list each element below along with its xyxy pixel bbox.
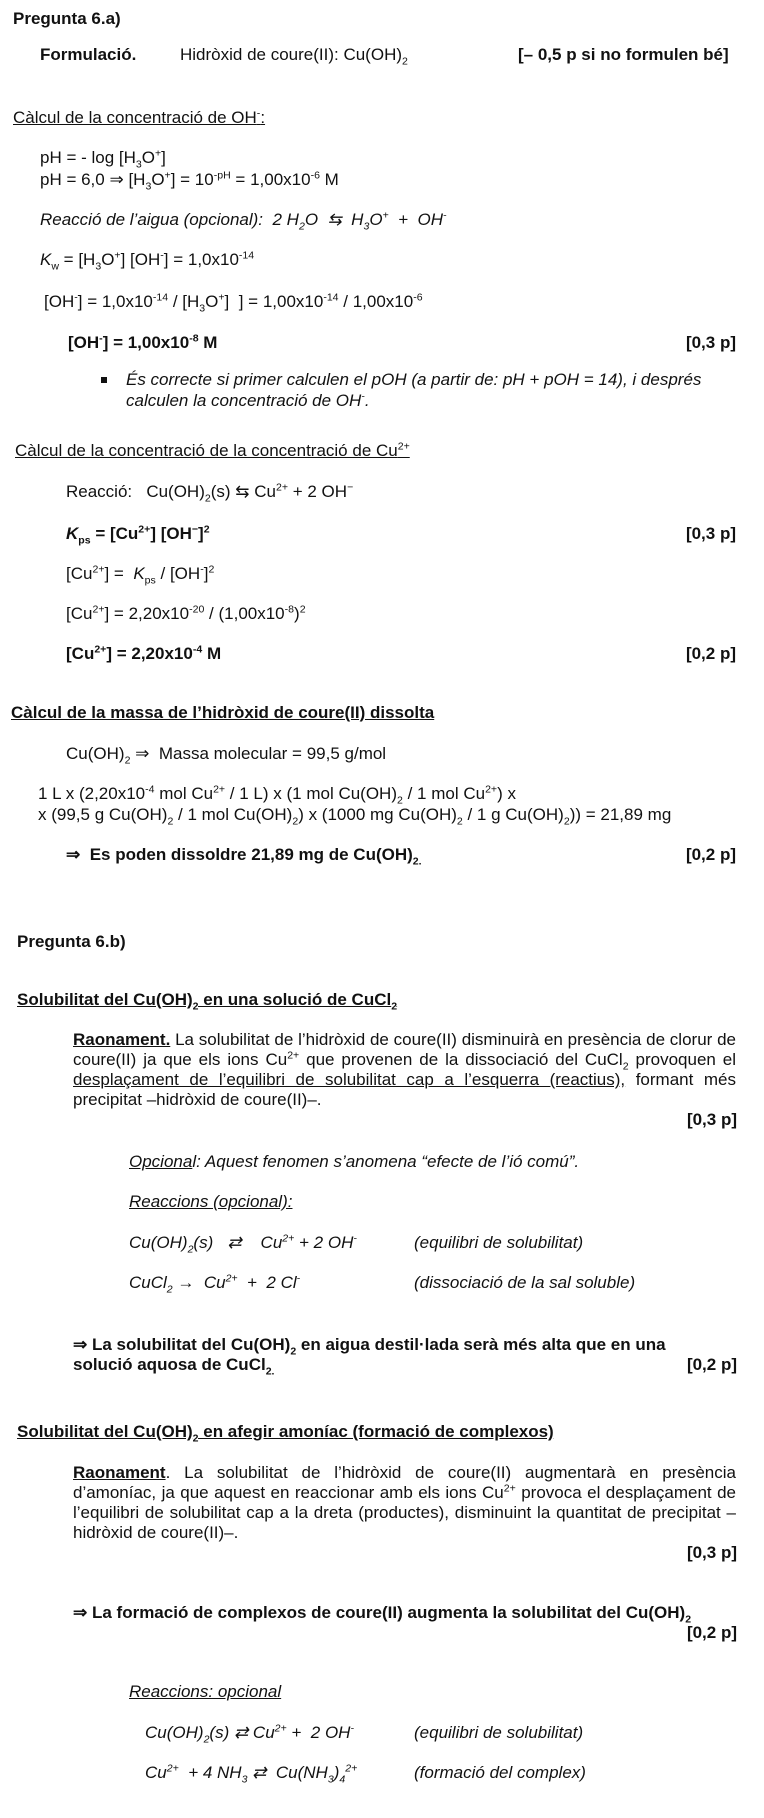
common-ion-note: Opcional: Aquest fenomen s’anomena “efecte de l’ió comú”.: [129, 1152, 580, 1171]
note-line-1: És correcte si primer calculen el pOH (a partir de: pH + pOH = 14), i després: [126, 370, 702, 389]
cucl2-conclusion-line-1: ⇒ La solubilitat del $Cu(OH)_2$ en aigua destil·lada serà més alta que en una: [73, 1335, 666, 1358]
cu-formula: $[Cu^{2+}] = K_{ps} / [OH^-]^2$: [66, 563, 215, 587]
solubility-equilibrium: $Cu(OH)_2(s)$ ⇄ $Cu^{2+} + 2$ OH-: [129, 1232, 357, 1256]
formulation-penalty: [– 0,5 p si no formulen bé]: [518, 45, 729, 64]
formulation-label: Formulació.: [40, 45, 137, 64]
points-mass: [0,2 p]: [685, 845, 736, 864]
complex-formation-label: (formació del complex): [414, 1763, 586, 1782]
points-cucl2-reasoning: [0,3 p]: [686, 1110, 737, 1129]
water-reaction: Reacció de l’aigua (opcional): 2 $H_2O$ ⇆ $H_3O^+ + OH^-$: [40, 209, 447, 233]
reactions-optional-label-2: Reaccions: opcional: [129, 1682, 282, 1701]
oh-section-heading: Càlcul de la concentració de OH-:: [13, 107, 266, 127]
points-ammonia-conclusion: [0,2 p]: [686, 1623, 737, 1642]
molar-mass: $Cu(OH)_2$ ⇒ Massa molecular = 99,5 g/mol: [66, 744, 387, 767]
mass-calc-line-1: 1 L x ($2,20x10^{-4}$ mol $Cu^{2+} / 1$ L) x (1 mol $Cu(OH)_2 / 1$ mol $Cu^{2+}$) x: [38, 783, 516, 807]
oh-calculation: $[OH^-] = 1,0x10^{-14} / [H_3O^+]$ ] = $1,00x10^{-14} / 1,00x10^{-6}$: [44, 291, 423, 315]
points-oh: [0,3 p]: [685, 333, 736, 352]
points-cucl2-conclusion: [0,2 p]: [686, 1355, 737, 1374]
solubility-equilibrium-label-2: (equilibri de solubilitat): [414, 1723, 584, 1742]
ammonia-section-heading: Solubilitat del $Cu(OH)_2$ en afegir amoníac (formació de complexos): [17, 1422, 554, 1445]
solubility-equilibrium-2: $Cu(OH)_2(s)$ ⇄ $Cu^{2+} + 2$ OH-: [145, 1722, 354, 1746]
ph-value: pH = 6,0 ⇒ $[H_3O^+] = 10^{-pH} = 1,00x10^{-6}$ M: [40, 169, 339, 193]
note-line-2: calculen la concentració de OH-.: [126, 390, 370, 410]
question-6a-title: Pregunta 6.a): [13, 9, 121, 28]
points-kps: [0,3 p]: [685, 524, 736, 543]
cu-section-heading: Càlcul de la concentració de la concentració de $Cu^{2+}$: [15, 440, 410, 460]
formulation-text: Hidròxid de coure(II): $Cu(OH)_2$: [180, 45, 408, 68]
oh-result: $[OH^-] = 1,00x10^{-8}$ M: [68, 332, 218, 352]
complex-formation: $Cu^{2+} + 4$ $NH_3$ ⇄ $Cu(NH_3)_4^{2+}$: [145, 1762, 358, 1786]
cucl2-conclusion-line-2: solució aquosa de CuCl$_{2.}$: [73, 1355, 275, 1378]
salt-dissociation-label: (dissociació de la sal soluble): [414, 1273, 636, 1292]
points-ammonia-reasoning: [0,3 p]: [686, 1543, 737, 1562]
salt-dissociation: CuCl$_2$ → $Cu^{2+} + 2$ Cl-: [129, 1272, 301, 1296]
mass-section-heading: Càlcul de la massa de l’hidròxid de coure(II) dissolta: [11, 703, 435, 722]
ph-definition: pH = - $\log [H_3O^+]$: [40, 147, 166, 171]
points-cu: [0,2 p]: [685, 644, 736, 663]
cu-result: $[Cu^{2+}] = 2,20x10^{-4}$ M: [66, 643, 222, 663]
cu-substitution: $[Cu^{2+}] = 2,20x10^{-20} / (1,00x10^{-8})^2$: [66, 603, 306, 623]
mass-calc-line-2: x (99,5 g $Cu(OH)_2 / 1$ mol $Cu(OH)_2$) x (1000 mg $Cu(OH)_2 / 1$ g $Cu(OH)_2)) = 21,89$ mg: [38, 805, 672, 828]
bullet-icon: [101, 377, 107, 383]
dissolution-reaction: Reacció: $Cu(OH)_2(s)$ ⇆ $Cu^{2+} + 2$ OH−: [66, 481, 354, 505]
cucl2-reasoning: Raonament. La solubilitat de l’hidròxid de coure(II) disminuirà en presència de clorur de coure(II) ja que els ions $Cu^{2+}$ que provenen de la dissociació del CuCl$_2$ provoquen el desplaçament de l’equilibri de solubilitat cap a l’esquerra (reactius), formant més precipitat –hidròxid de coure(II)–.: [73, 1030, 737, 1109]
solubility-equilibrium-label: (equilibri de solubilitat): [414, 1233, 584, 1252]
ammonia-conclusion: ⇒ La formació de complexos de coure(II) augmenta la solubilitat del $Cu(OH)_2$: [73, 1603, 692, 1626]
cucl2-section-heading: Solubilitat del $Cu(OH)_2$ en una solució de CuCl$_2$: [17, 990, 398, 1013]
ammonia-reasoning: Raonament. La solubilitat de l’hidròxid de coure(II) augmentarà en presència d’amoníac, ja que aquest en reaccionar amb els ions $Cu^{2+}$ provoca el desplaçament de l’equilibri de solubilitat cap a la dreta (productes), disminuint la quantitat de precipitat –hidròxid de coure(II)–.: [73, 1463, 736, 1542]
mass-conclusion: ⇒ Es poden dissoldre 21,89 mg de $Cu(OH)_{2.}$: [66, 845, 422, 868]
kw-expression: $K_w = [H_3O^+] [OH^-] = 1,0x10^{-14}$: [40, 249, 255, 273]
kps-expression: $K_{ps} = [Cu^{2+}]$ $[OH^-]^2$: [66, 523, 210, 547]
question-6b-title: Pregunta 6.b): [17, 932, 126, 951]
reactions-optional-label: Reaccions (opcional):: [129, 1192, 293, 1211]
